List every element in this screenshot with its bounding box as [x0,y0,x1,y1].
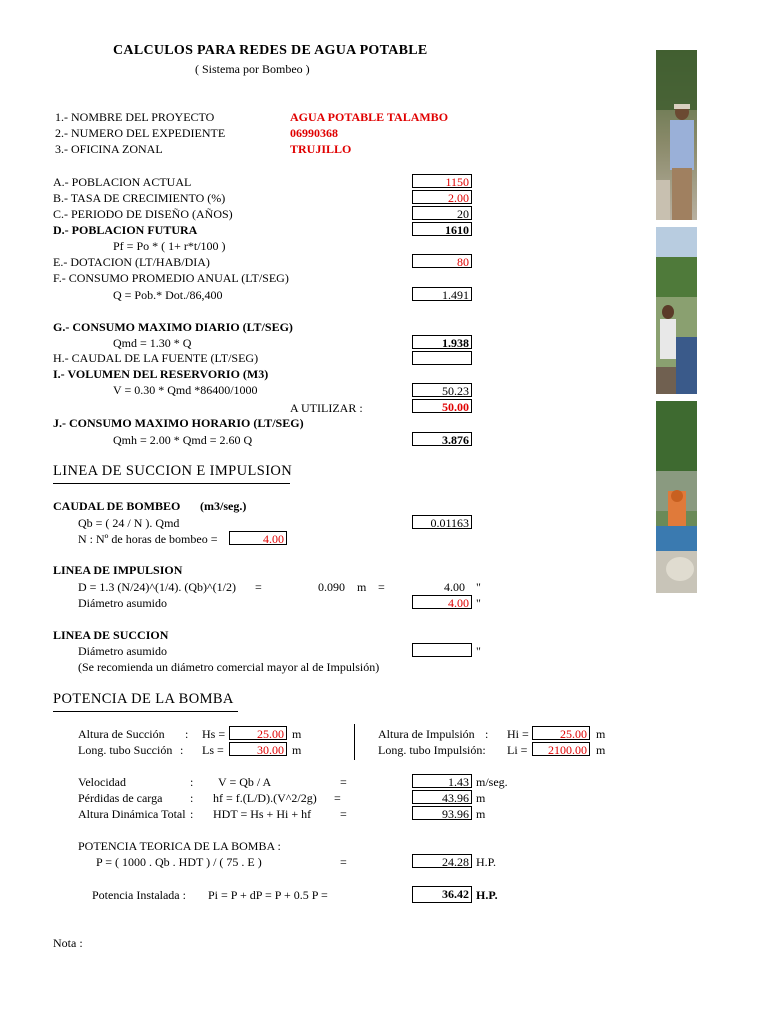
hs-field[interactable]: 25.00 [229,726,287,740]
caudal-bombeo-label: CAUDAL DE BOMBEO [53,499,181,513]
impulsion-inch-mark: " [476,580,481,594]
linea-impulsion-heading: LINEA DE IMPULSION [53,563,183,577]
nota-label: Nota : [53,936,83,950]
page-title: CALCULOS PARA REDES DE AGUA POTABLE [113,43,428,58]
page-subtitle: ( Sistema por Bombeo ) [195,62,310,76]
ls-symbol: Ls = [202,743,224,757]
dotacion-field[interactable]: 80 [412,254,472,268]
perdidas-equals: = [334,791,341,805]
potencia-instalada-label: Potencia Instalada : [92,888,186,902]
a-utilizar-label: A UTILIZAR : [290,401,363,415]
consumo-max-horario-formula: Qmh = 2.00 * Qmd = 2.60 Q [113,433,253,447]
hdt-formula: HDT = Hs + Hi + hf [213,807,312,821]
succion-asumido-field[interactable] [412,643,472,657]
tasa-label: B.- TASA DE CRECIMIENTO (%) [53,191,226,205]
hdt-colon: : [190,807,194,821]
volumen-reservorio-formula: V = 0.30 * Qmd *86400/1000 [113,383,258,397]
velocidad-label: Velocidad [78,775,126,789]
linea-succion-heading: LINEA DE SUCCION [53,628,169,642]
volumen-reservorio-field[interactable]: 50.23 [412,383,472,397]
hdt-field[interactable]: 93.96 [412,806,472,820]
horas-bombeo-label: N : Nº de horas de bombeo = [78,532,218,546]
potencia-underline [53,711,238,712]
li-unit: m [596,743,606,757]
perdidas-field[interactable]: 43.96 [412,790,472,804]
potencia-instalada-unit: H.P. [476,888,498,902]
photo-workers [656,227,697,394]
expediente-value: 06990368 [290,126,338,140]
photo-person-field [656,50,697,220]
perdidas-label: Pérdidas de carga [78,791,163,805]
velocidad-equals: = [340,775,347,789]
hdt-unit: m [476,807,486,821]
dotacion-label: E.- DOTACION (LT/HAB/DIA) [53,255,210,269]
altura-succion-label: Altura de Succión [78,727,165,741]
consumo-max-diario-formula: Qmd = 1.30 * Q [113,336,192,350]
li-field[interactable]: 2100.00 [532,742,590,756]
volumen-reservorio-label: I.- VOLUMEN DEL RESERVORIO (M3) [53,367,269,381]
altura-impulsion-colon: : [485,727,489,741]
impulsion-asumido-inch: " [476,596,481,610]
project-name-label: 1.- NOMBRE DEL PROYECTO [55,110,215,124]
potencia-teorica-equals: = [340,855,347,869]
poblacion-actual-field[interactable]: 1150 [412,174,472,188]
a-utilizar-field[interactable]: 50.00 [412,399,472,413]
column-divider [354,724,355,760]
caudal-fuente-label: H.- CAUDAL DE LA FUENTE (LT/SEG) [53,351,259,365]
velocidad-field[interactable]: 1.43 [412,774,472,788]
long-impulsion-label: Long. tubo Impulsión: [378,743,486,757]
perdidas-colon: : [190,791,194,805]
consumo-max-horario-field[interactable]: 3.876 [412,432,472,446]
qb-field[interactable]: 0.01163 [412,515,472,529]
hs-unit: m [292,727,302,741]
perdidas-formula: hf = f.(L/D).(V^2/2g) [213,791,317,805]
impulsion-m-unit: m [357,580,367,594]
impulsion-asumido-field[interactable]: 4.00 [412,595,472,609]
caudal-fuente-field[interactable] [412,351,472,365]
potencia-heading: POTENCIA DE LA BOMBA [53,691,234,707]
velocidad-formula: V = Qb / A [218,775,272,789]
photo-pump-equipment [656,401,697,593]
qb-formula: Qb = ( 24 / N ). Qmd [78,516,180,530]
hi-symbol: Hi = [507,727,529,741]
hdt-equals: = [340,807,347,821]
poblacion-futura-field[interactable]: 1610 [412,222,472,236]
long-succion-colon: : [180,743,184,757]
project-name-value: AGUA POTABLE TALAMBO [290,110,449,124]
poblacion-actual-label: A.- POBLACION ACTUAL [53,175,192,189]
velocidad-colon: : [190,775,194,789]
altura-succion-colon: : [185,727,189,741]
tasa-field[interactable]: 2.00 [412,190,472,204]
periodo-field[interactable]: 20 [412,206,472,220]
hs-symbol: Hs = [202,727,226,741]
impulsion-equals-2: = [378,580,385,594]
perdidas-unit: m [476,791,486,805]
consumo-promedio-label: F.- CONSUMO PROMEDIO ANUAL (LT/SEG) [53,271,289,285]
ls-unit: m [292,743,302,757]
expediente-label: 2.- NUMERO DEL EXPEDIENTE [55,126,226,140]
potencia-teorica-field[interactable]: 24.28 [412,854,472,868]
succion-note: (Se recomienda un diámetro comercial mayor al de Impulsión) [78,660,380,674]
li-symbol: Li = [507,743,528,757]
succion-asumido-inch: " [476,644,481,658]
potencia-teorica-formula: P = ( 1000 . Qb . HDT ) / ( 75 . E ) [96,855,262,869]
periodo-label: C.- PERIODO DE DISEÑO (AÑOS) [53,207,233,221]
hi-unit: m [596,727,606,741]
impulsion-asumido-label: Diámetro asumido [78,596,167,610]
consumo-promedio-formula: Q = Pob.* Dot./86,400 [113,288,223,302]
hi-field[interactable]: 25.00 [532,726,590,740]
impulsion-equals-1: = [255,580,262,594]
consumo-max-diario-label: G.- CONSUMO MAXIMO DIARIO (LT/SEG) [53,320,293,334]
potencia-instalada-field[interactable]: 36.42 [412,886,472,903]
consumo-max-horario-label: J.- CONSUMO MAXIMO HORARIO (LT/SEG) [53,416,304,430]
poblacion-futura-formula: Pf = Po * ( 1+ r*t/100 ) [113,239,226,253]
poblacion-futura-label: D.- POBLACION FUTURA [53,223,198,237]
long-succion-label: Long. tubo Succión [78,743,173,757]
oficina-label: 3.- OFICINA ZONAL [55,142,163,156]
succion-asumido-label: Diámetro asumido [78,644,167,658]
succion-impulsion-heading: LINEA DE SUCCION E IMPULSION [53,463,293,479]
consumo-promedio-field[interactable]: 1.491 [412,287,472,301]
oficina-value: TRUJILLO [290,142,352,156]
potencia-teorica-label: POTENCIA TEORICA DE LA BOMBA : [78,839,281,853]
succion-impulsion-underline [53,483,290,484]
velocidad-unit: m/seg. [476,775,508,789]
impulsion-diameter-m: 0.090 [318,580,345,594]
caudal-bombeo-unit: (m3/seg.) [200,499,247,513]
hdt-label: Altura Dinámica Total [78,807,186,821]
horas-bombeo-field[interactable]: 4.00 [229,531,287,545]
consumo-max-diario-field[interactable]: 1.938 [412,335,472,349]
potencia-instalada-formula: Pi = P + dP = P + 0.5 P = [208,888,328,902]
altura-impulsion-label: Altura de Impulsión [378,727,475,741]
impulsion-diameter-in: 4.00 [444,580,465,594]
impulsion-formula: D = 1.3 (N/24)^(1/4). (Qb)^(1/2) [78,580,236,594]
potencia-teorica-unit: H.P. [476,855,497,869]
ls-field[interactable]: 30.00 [229,742,287,756]
